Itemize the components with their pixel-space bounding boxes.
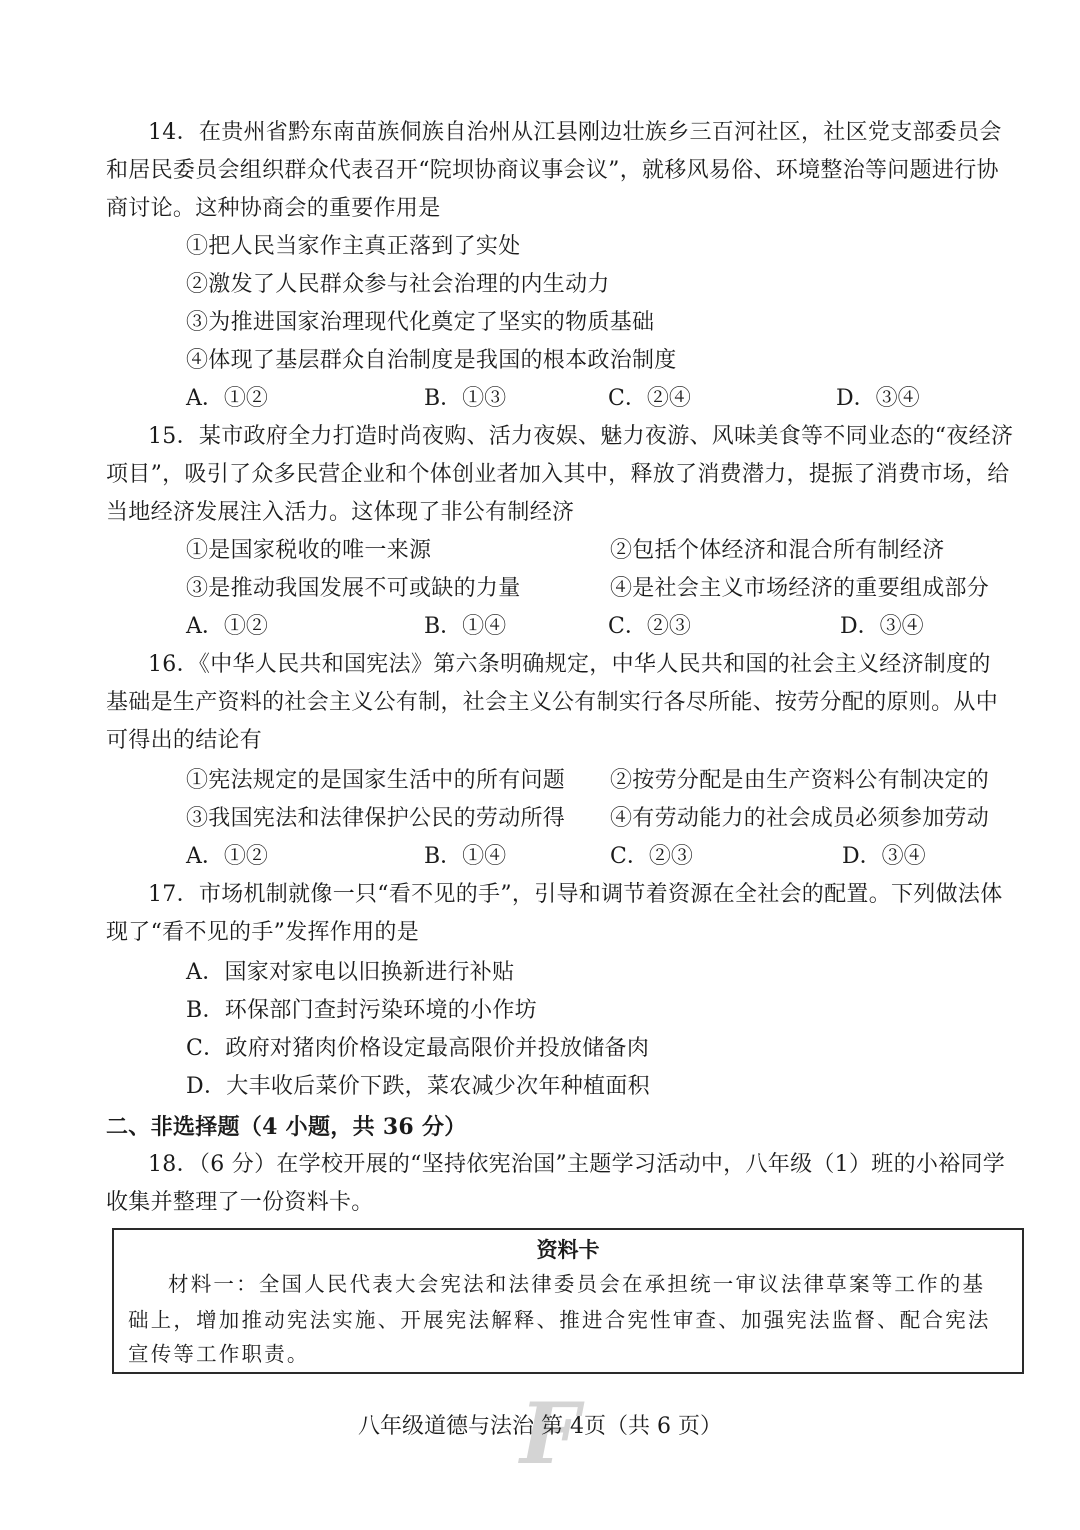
- q14-choice-b: B．①③: [424, 386, 507, 411]
- data-card-line-3: 宣传等工作职责。: [128, 1342, 310, 1366]
- q15-choice-a: A．①②: [186, 614, 268, 639]
- q16-choice-a: A．①②: [186, 844, 268, 869]
- data-card-line-1: 材料一：全国人民代表大会宪法和法律委员会在承担统一审议法律草案等工作的基: [168, 1272, 986, 1296]
- q15-statement-2: ②包括个体经济和混合所有制经济: [610, 538, 945, 563]
- q15-line-2: 项目”，吸引了众多民营企业和个体创业者加入其中，释放了消费潜力，提振了消费市场，给: [106, 462, 1010, 487]
- q17-option-a: A．国家对家电以旧换新进行补贴: [186, 960, 515, 985]
- q17-option-c: C．政府对猪肉价格设定最高限价并投放储备肉: [186, 1036, 650, 1061]
- page-footer: 八年级道德与法治 第 4页（共 6 页）: [358, 1414, 722, 1439]
- q16-statement-3: ③我国宪法和法律保护公民的劳动所得: [186, 806, 566, 831]
- q15-choice-b: B．①④: [424, 614, 507, 639]
- q14-choice-a: A．①②: [186, 386, 268, 411]
- data-card: [112, 1228, 1024, 1374]
- q14-statement-1: ①把人民当家作主真正落到了实处: [186, 234, 521, 259]
- section-heading: 二、非选择题（4 小题，共 36 分）: [106, 1114, 467, 1140]
- q14-choice-d: D．③④: [836, 386, 920, 411]
- q16-line-1: 16．《中华人民共和国宪法》第六条明确规定，中华人民共和国的社会主义经济制度的: [148, 652, 991, 677]
- q15-statement-3: ③是推动我国发展不可或缺的力量: [186, 576, 521, 601]
- q14-statement-4: ④体现了基层群众自治制度是我国的根本政治制度: [186, 348, 677, 373]
- q16-statement-1: ①宪法规定的是国家生活中的所有问题: [186, 768, 566, 793]
- q16-choice-b: B．①④: [424, 844, 507, 869]
- q16-choice-c: C．②③: [610, 844, 693, 869]
- q14-line-3: 商讨论。这种协商会的重要作用是: [106, 196, 441, 221]
- q14-statement-3: ③为推进国家治理现代化奠定了坚实的物质基础: [186, 310, 655, 335]
- data-card-line-2: 础上，增加推动宪法实施、开展宪法解释、推进合宪性审查、加强宪法监督、配合宪法: [128, 1308, 991, 1332]
- q17-line-2: 现了“看不见的手”发挥作用的是: [106, 920, 419, 945]
- q16-statement-2: ②按劳分配是由生产资料公有制决定的: [610, 768, 990, 793]
- q16-line-3: 可得出的结论有: [106, 728, 263, 753]
- q16-statement-4: ④有劳动能力的社会成员必须参加劳动: [610, 806, 990, 831]
- q14-choice-c: C．②④: [608, 386, 691, 411]
- q15-line-3: 当地经济发展注入活力。这体现了非公有制经济: [106, 500, 575, 525]
- q18-line-2: 收集并整理了一份资料卡。: [106, 1190, 374, 1215]
- q14-statement-2: ②激发了人民群众参与社会治理的内生动力: [186, 272, 610, 297]
- data-card-title: 资料卡: [536, 1238, 600, 1262]
- q17-option-b: B．环保部门查封污染环境的小作坊: [186, 998, 537, 1023]
- q18-line-1: 18．（6 分）在学校开展的“坚持依宪治国”主题学习活动中，八年级（1）班的小裕同学: [148, 1152, 1006, 1177]
- watermark-letter: F: [520, 1384, 580, 1483]
- q15-choice-c: C．②③: [608, 614, 691, 639]
- q15-statement-1: ①是国家税收的唯一来源: [186, 538, 432, 563]
- q14-line-1: 14．在贵州省黔东南苗族侗族自治州从江县刚边壮族乡三百河社区，社区党支部委员会: [148, 120, 1002, 145]
- q17-option-d: D．大丰收后菜价下跌，菜农减少次年种植面积: [186, 1074, 650, 1099]
- q15-line-1: 15．某市政府全力打造时尚夜购、活力夜娱、魅力夜游、风味美食等不同业态的“夜经济: [148, 424, 1014, 449]
- q14-line-2: 和居民委员会组织群众代表召开“院坝协商议事会议”，就移风易俗、环境整治等问题进行协: [106, 158, 999, 183]
- q16-choice-d: D．③④: [842, 844, 926, 869]
- q17-line-1: 17．市场机制就像一只“看不见的手”，引导和调节着资源在全社会的配置。下列做法体: [148, 882, 1003, 907]
- q16-line-2: 基础是生产资料的社会主义公有制，社会主义公有制实行各尽所能、按劳分配的原则。从中: [106, 690, 999, 715]
- q15-statement-4: ④是社会主义市场经济的重要组成部分: [610, 576, 990, 601]
- q15-choice-d: D．③④: [840, 614, 924, 639]
